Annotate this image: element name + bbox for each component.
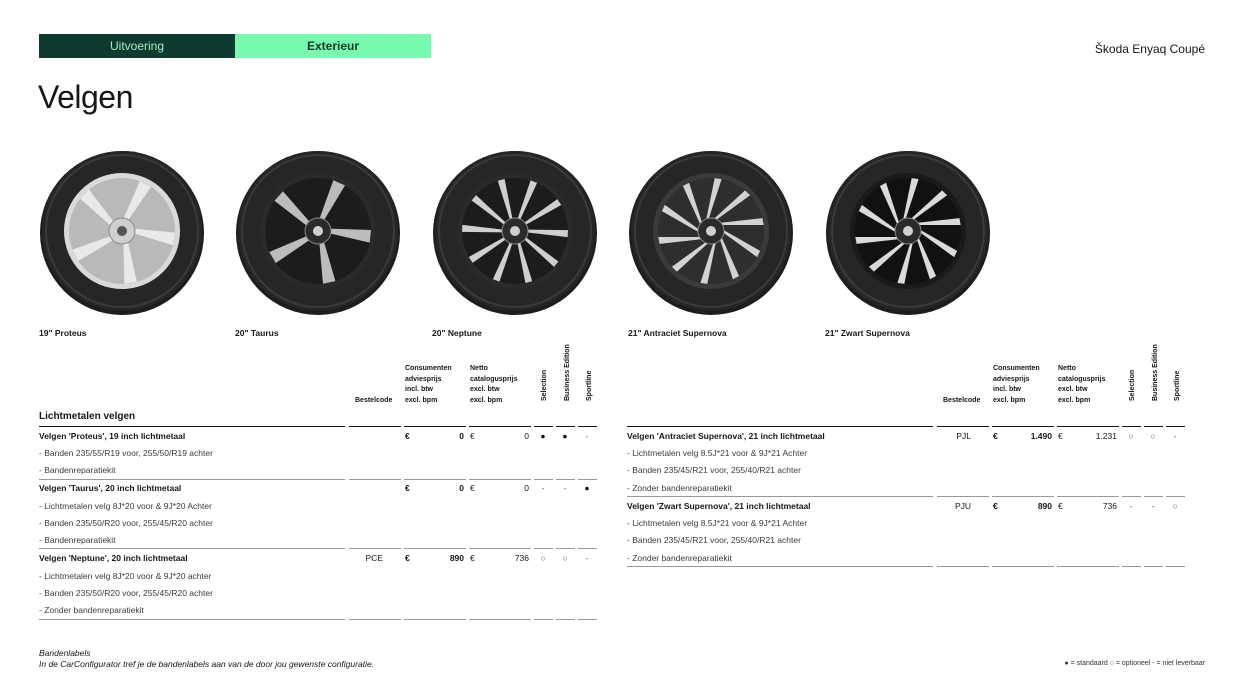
row-rule (556, 479, 575, 480)
section-tabs (39, 34, 431, 58)
header-sportline: Sportline (1174, 370, 1181, 401)
header-consumentenprijs (993, 364, 1040, 406)
netto-price: 736 (1102, 501, 1117, 511)
row-rule (534, 479, 553, 480)
header-business-edition: Business Edition (564, 344, 571, 401)
availability-selection: ○ (1128, 431, 1134, 441)
row-rule (1166, 566, 1185, 567)
currency: € (405, 553, 410, 563)
header-rule (627, 426, 933, 427)
currency: € (405, 431, 410, 441)
header-rule (1057, 426, 1119, 427)
header-rule (937, 426, 989, 427)
wheel-name: 20" Taurus (235, 328, 279, 338)
row-rule (1144, 566, 1163, 567)
row-rule (992, 496, 1054, 497)
header-line: adviesprijs (405, 375, 442, 383)
wheel-image-proteus (37, 146, 207, 316)
header-rule (469, 426, 531, 427)
currency: € (470, 431, 475, 441)
header-line: Consumenten (993, 365, 1040, 372)
availability-sportline: ● (584, 483, 590, 493)
header-bestelcode: Bestelcode (355, 397, 393, 404)
row-rule (39, 548, 345, 549)
row-rule (469, 479, 531, 480)
consumer-price: 890 (1037, 501, 1052, 511)
netto-price: 0 (524, 431, 529, 441)
row-rule (1057, 496, 1119, 497)
wheel-name: 19" Proteus (39, 328, 87, 338)
row-rule (39, 479, 345, 480)
row-rule (627, 496, 933, 497)
page-title: Velgen (38, 79, 133, 115)
header-line: excl. bpm (405, 396, 438, 404)
row-detail: - Zonder bandenreparatiekit (627, 553, 732, 563)
row-rule (349, 548, 401, 549)
header-line: excl. bpm (470, 396, 503, 404)
row-title: Velgen 'Taurus', 20 inch lichtmetaal (39, 483, 182, 493)
consumer-price: 1.490 (1030, 431, 1052, 441)
order-code: PJL (956, 431, 971, 441)
row-rule (992, 566, 1054, 567)
row-title: Velgen 'Antraciet Supernova', 21 inch lichtmetaal (627, 431, 825, 441)
row-rule (1144, 496, 1163, 497)
row-rule (937, 496, 989, 497)
row-title: Velgen 'Zwart Supernova', 21 inch lichtmetaal (627, 501, 811, 511)
header-rule (1122, 426, 1141, 427)
currency: € (993, 431, 998, 441)
availability-business: - (563, 483, 567, 493)
row-detail: - Banden 235/55/R19 voor, 255/50/R19 achter (39, 448, 213, 458)
header-line: Netto (470, 365, 488, 372)
header-line: catalogusprijs (470, 375, 518, 383)
header-line: catalogusprijs (1058, 375, 1106, 383)
header-rule (578, 426, 597, 427)
currency: € (470, 483, 475, 493)
tab-uitvoering[interactable]: Uitvoering (39, 34, 235, 58)
row-detail: - Lichtmetalen velg 8J*20 voor & 9J*20 Achter (39, 501, 212, 511)
section-title: Lichtmetalen velgen (39, 411, 136, 422)
row-detail: - Bandenreparatiekit (39, 465, 116, 475)
availability-selection: ○ (540, 553, 546, 563)
row-rule (578, 548, 597, 549)
header-bestelcode: Bestelcode (943, 397, 981, 404)
availability-selection: - (541, 483, 545, 493)
header-line: incl. btw (405, 386, 433, 393)
row-rule (1122, 566, 1141, 567)
header-line: incl. btw (993, 386, 1021, 393)
availability-selection: ● (540, 431, 546, 441)
wheel-image-antraciet-supernova (626, 146, 796, 316)
row-detail: - Zonder bandenreparatiekit (39, 605, 144, 615)
header-sportline: Sportline (586, 370, 593, 401)
row-rule (627, 566, 933, 567)
header-consumentenprijs (405, 364, 452, 406)
row-rule (404, 479, 466, 480)
wheel-image-zwart-supernova (823, 146, 993, 316)
row-rule (556, 548, 575, 549)
order-code: PCE (365, 553, 383, 563)
row-detail: - Banden 235/50/R20 voor, 255/45/R20 achter (39, 588, 213, 598)
availability-business: - (1151, 501, 1155, 511)
header-rule (556, 426, 575, 427)
row-rule (578, 619, 597, 620)
availability-business: ○ (1150, 431, 1156, 441)
availability-sportline: - (585, 431, 589, 441)
netto-price: 0 (524, 483, 529, 493)
row-detail: - Lichtmetalen velg 8J*20 voor & 9J*20 achter (39, 571, 212, 581)
row-rule (404, 548, 466, 549)
header-nettoprijs (470, 364, 517, 406)
row-rule (556, 619, 575, 620)
wheel-image-neptune (430, 146, 600, 316)
row-rule (1057, 566, 1119, 567)
wheel-name: 20" Neptune (432, 328, 482, 338)
availability-business: ● (562, 431, 568, 441)
header-line: excl. bpm (993, 396, 1026, 404)
header-rule (992, 426, 1054, 427)
row-rule (404, 619, 466, 620)
header-line: excl. btw (1058, 386, 1088, 393)
header-line: excl. bpm (1058, 396, 1091, 404)
row-rule (1166, 496, 1185, 497)
header-line: excl. btw (470, 386, 500, 393)
row-detail: - Lichtmetalen velg 8.5J*21 voor & 9J*21 Achter (627, 518, 808, 528)
row-detail: - Banden 235/45/R21 voor, 255/40/R21 achter (627, 465, 801, 475)
availability-selection: - (1129, 501, 1133, 511)
header-rule (404, 426, 466, 427)
currency: € (1058, 501, 1063, 511)
row-detail: - Bandenreparatiekit (39, 535, 116, 545)
consumer-price: 890 (449, 553, 464, 563)
consumer-price: 0 (459, 431, 464, 441)
wheel-name: 21" Antraciet Supernova (628, 328, 727, 338)
row-detail: - Zonder bandenreparatiekit (627, 483, 732, 493)
row-rule (534, 619, 553, 620)
tab-exterieur[interactable]: Exterieur (235, 34, 431, 58)
netto-price: 736 (514, 553, 529, 563)
footnote-body: In de CarConfigurator tref je de bandenlabels aan van de door jou gewenste configuratie. (39, 659, 375, 669)
row-title: Velgen 'Proteus', 19 inch lichtmetaal (39, 431, 186, 441)
header-rule (39, 426, 345, 427)
order-code: PJU (954, 501, 971, 511)
availability-legend: ● = standaard ○ = optioneel - = niet leverbaar (1064, 660, 1205, 667)
header-line: adviesprijs (993, 375, 1030, 383)
availability-sportline: - (1173, 431, 1177, 441)
header-line: Consumenten (405, 365, 452, 372)
row-rule (578, 479, 597, 480)
model-name: Škoda Enyaq Coupé (1094, 42, 1205, 56)
header-selection: Selection (1129, 369, 1136, 401)
availability-sportline: - (585, 553, 589, 563)
header-line: Netto (1058, 365, 1076, 372)
netto-price: 1.231 (1095, 431, 1117, 441)
header-rule (1144, 426, 1163, 427)
row-detail: - Lichtmetalen velg 8.5J*21 voor & 9J*21 Achter (627, 448, 808, 458)
wheel-name: 21" Zwart Supernova (825, 328, 910, 338)
row-rule (469, 548, 531, 549)
header-business-edition: Business Edition (1152, 344, 1159, 401)
row-rule (349, 619, 401, 620)
header-rule (349, 426, 401, 427)
row-detail: - Banden 235/50/R20 voor, 255/45/R20 achter (39, 518, 213, 528)
currency: € (405, 483, 410, 493)
availability-business: ○ (562, 553, 568, 563)
row-rule (349, 479, 401, 480)
row-rule (534, 548, 553, 549)
row-title: Velgen 'Neptune', 20 inch lichtmetaal (39, 553, 188, 563)
row-detail: - Banden 235/45/R21 voor, 255/40/R21 achter (627, 535, 801, 545)
row-rule (1122, 496, 1141, 497)
row-rule (937, 566, 989, 567)
consumer-price: 0 (459, 483, 464, 493)
row-rule (39, 619, 345, 620)
header-selection: Selection (541, 369, 548, 401)
footnote-title: Bandenlabels (39, 648, 91, 658)
wheel-image-taurus (233, 146, 403, 316)
currency: € (993, 501, 998, 511)
availability-sportline: ○ (1172, 501, 1178, 511)
currency: € (470, 553, 475, 563)
currency: € (1058, 431, 1063, 441)
header-rule (534, 426, 553, 427)
row-rule (469, 619, 531, 620)
header-nettoprijs (1058, 364, 1105, 406)
header-rule (1166, 426, 1185, 427)
